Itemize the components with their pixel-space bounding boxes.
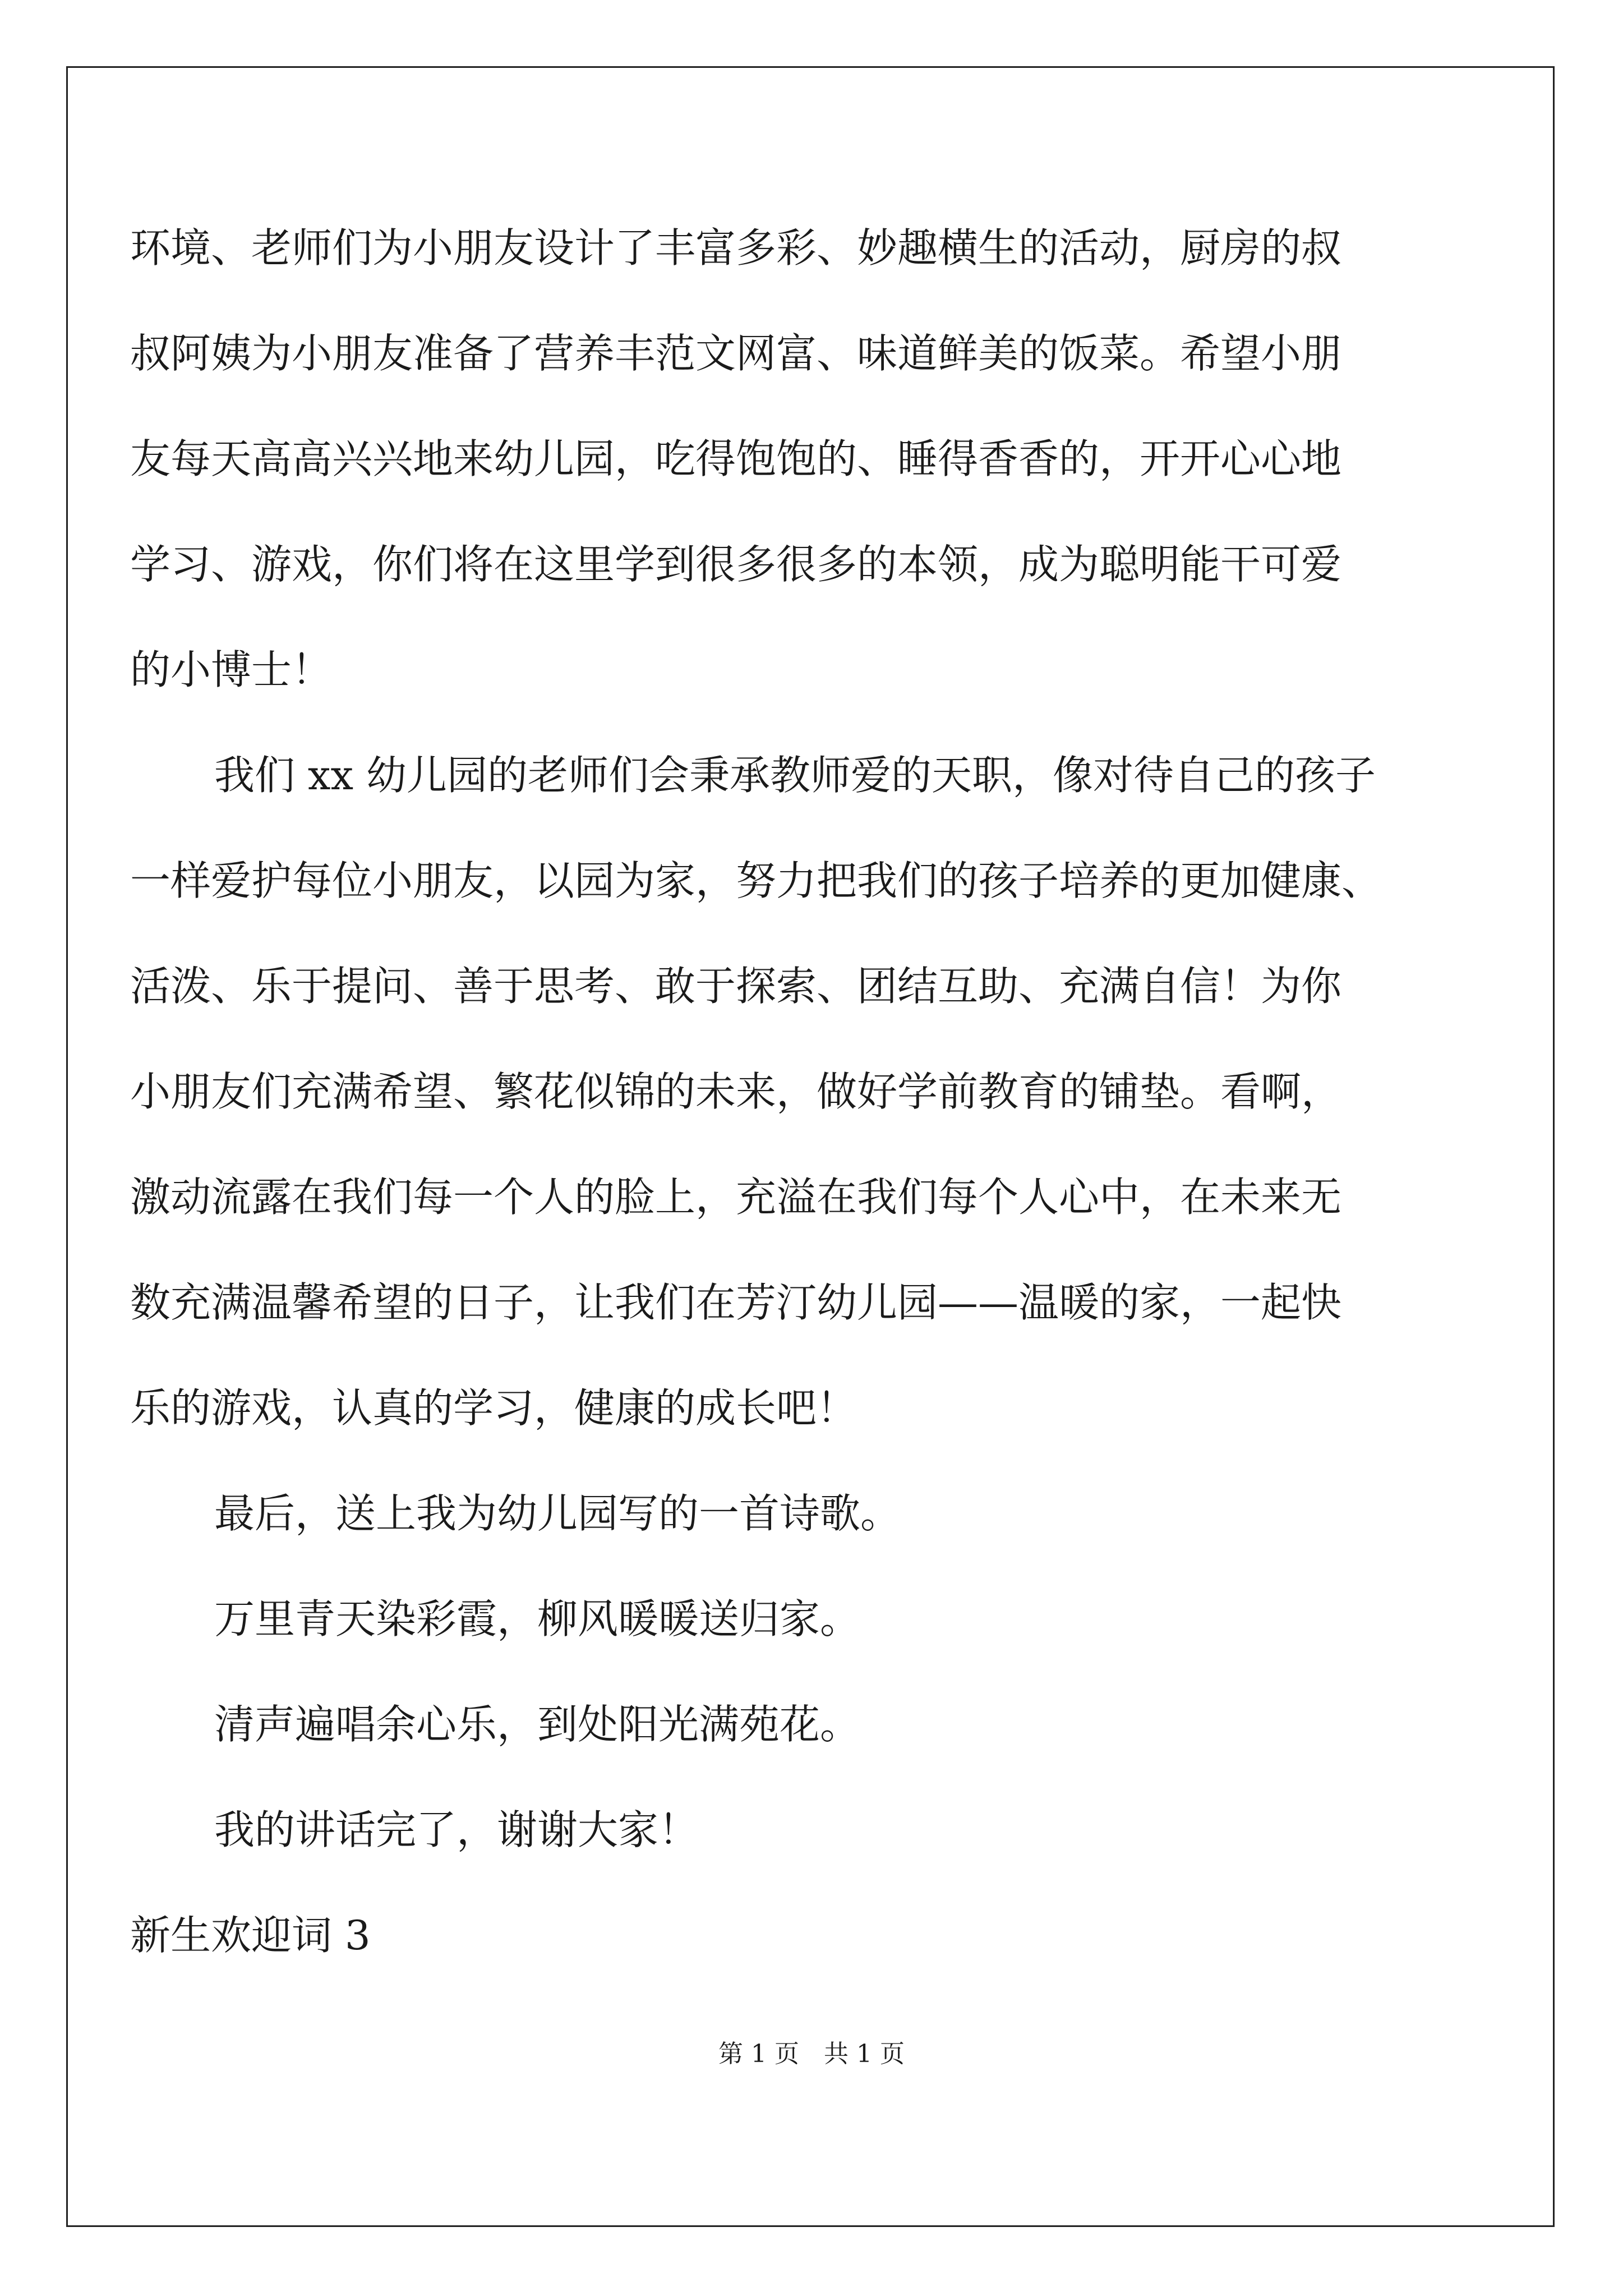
paragraph-line: 叔阿姨为小朋友准备了营养丰范文网富、味道鲜美的饭菜。希望小朋 [130,330,1342,377]
paragraph-line: 数充满温馨希望的日子，让我们在芳汀幼儿园——温暖的家，一起快 [130,1279,1342,1326]
paragraph-line: 小朋友们充满希望、繁花似锦的未来，做好学前教育的铺垫。看啊， [130,1068,1342,1115]
paragraph-line: 激动流露在我们每一个人的脸上，充溢在我们每个人心中，在未来无 [130,1174,1342,1221]
paragraph-line: 友每天高高兴兴地来幼儿园，吃得饱饱的、睡得香香的，开开心心地 [130,435,1342,482]
poem-line: 万里青天染彩霞，柳风暖暖送归家。 [214,1595,861,1642]
section-heading: 新生欢迎词 3 [130,1912,371,1959]
paragraph-line: 学习、游戏，你们将在这里学到很多很多的本领，成为聪明能干可爱 [130,541,1342,588]
page-footer: 第 1 页 共 1 页 [718,2040,905,2068]
paragraph-line: 我们 xx 幼儿园的老师们会秉承教师爱的天职，像对待自己的孩子 [214,752,1376,799]
poem-line: 清声遍唱余心乐，到处阳光满苑花。 [214,1701,861,1748]
paragraph-line: 乐的游戏，认真的学习，健康的成长吧！ [130,1384,857,1432]
closing-remark: 我的讲话完了，谢谢大家！ [214,1806,699,1853]
paragraph-line: 环境、老师们为小朋友设计了丰富多彩、妙趣横生的活动，厨房的叔 [130,224,1342,272]
paragraph-line: 一样爱护每位小朋友，以园为家，努力把我们的孩子培养的更加健康、 [130,857,1382,904]
paragraph-line: 活泼、乐于提问、善于思考、敢于探索、团结互助、充满自信！为你 [130,963,1342,1010]
paragraph-closing-intro: 最后，送上我为幼儿园写的一首诗歌。 [214,1490,901,1537]
paragraph-line: 的小博士！ [130,646,333,693]
document-body [130,195,1487,1988]
